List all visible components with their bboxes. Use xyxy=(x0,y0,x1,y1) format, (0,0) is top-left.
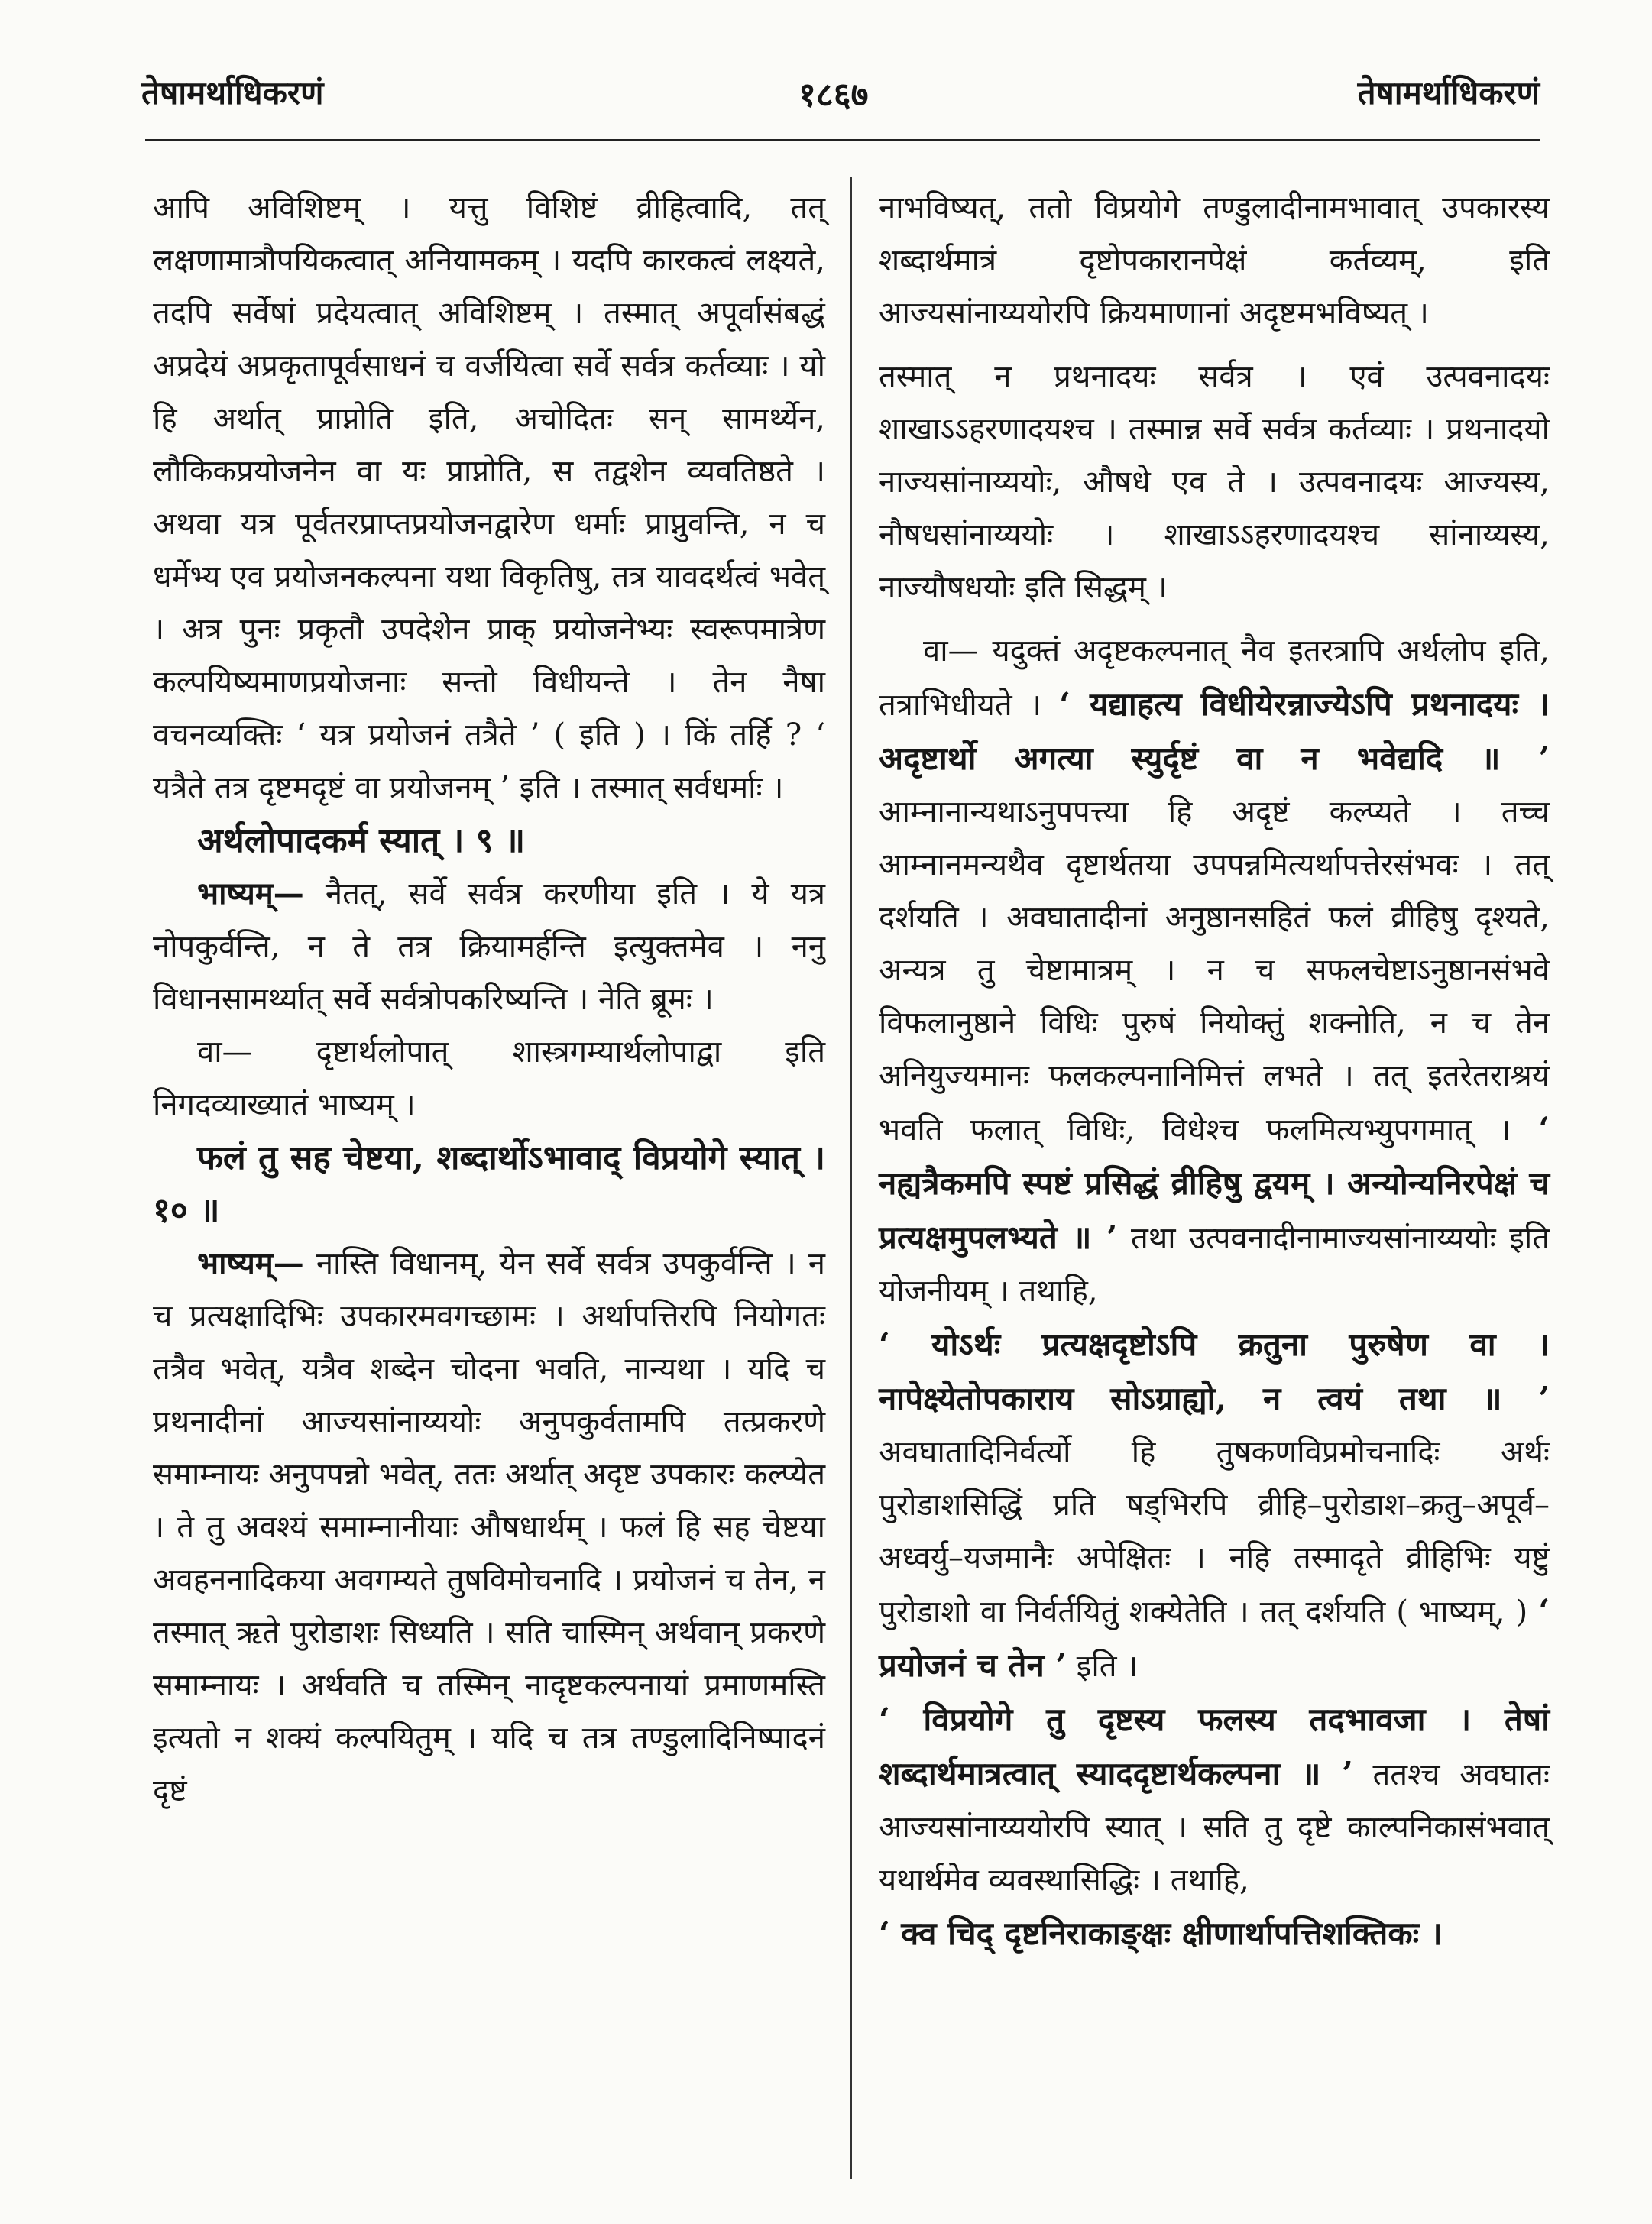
running-title-right: तेषामर्थाधिकरणं xyxy=(1357,74,1540,112)
bhashya-paragraph-2 xyxy=(153,1237,825,1818)
quoted-phrase: ‘ प्रयोजनं च तेन ’ xyxy=(879,1592,1550,1684)
verse-4: ‘ विप्रयोगे तु दृष्टस्य फलस्य तदभावजा । तेषां शब्दार्थमात्रत्वात् स्याददृष्टार्थकल्पना ॥ ’ xyxy=(879,1701,1550,1792)
vartika-paragraph-1 xyxy=(153,1026,825,1131)
left-column xyxy=(153,182,825,1818)
verse-5: ‘ क्व चिद् दृष्टनिराकाङ्क्षः क्षीणार्थापत्तिशक्तिकः । xyxy=(879,1915,1443,1952)
page-number: १८६७ xyxy=(798,76,869,115)
commentary-text: ततश्च अवघातः आज्यसांनाय्ययोरपि स्यात् । सति तु दृष्टे काल्पनिकासंभवात् यथार्थमेव व्यवस्थासिद्धिः । तथाहि, xyxy=(879,1757,1550,1898)
vartika-marker: वा— xyxy=(923,633,979,668)
column-divider xyxy=(850,177,852,2179)
bhashya-marker: भाष्यम्— xyxy=(197,876,304,911)
right-column xyxy=(879,182,1550,1961)
vartika-text: दृष्टार्थलोपात् शास्त्रगम्यार्थलोपाद्वा इति निगदव्याख्यातं भाष्यम् । xyxy=(153,1034,825,1122)
commentary-text: इति । xyxy=(1067,1649,1139,1684)
bhashya-text: नास्ति विधानम्, येन सर्वे सर्वत्र उपकुर्वन्ति । न च प्रत्यक्षादिभिः उपकारमवगच्छामः । अर्थापत्तिरपि नियोगतः तत्रैव भवेत्, यत्रैव शब्देन चोदना भवति, नान्यथा । यदि च प्रथनादीनां आज्यसांनाय्ययोः अनुपकुर्वतामपि तत्प्रकरणे समाम्नायः अनुपपन्नो भवेत्, ततः अर्थात् अदृष्ट उपकारः कल्प्येत । ते तु अवश्यं समाम्नानीयाः औषधार्थम् । फलं हि सह चेष्टया अवहननादिकया अवगम्यते तुषविमोचनादि । प्रयोजनं च तेन, न तस्मात् ऋते पुरोडाशः सिध्यति । सति चास्मिन् अर्थवान् प्रकरणे समाम्नायः । अर्थवति च तस्मिन् नादृष्टकल्पनायां प्रमाणमस्ति इत्यतो न शक्यं कल्पयितुम् । यदि च तत्र तण्डुलादिनिष्पादनं दृष्टं xyxy=(153,1246,825,1808)
verse-2: ‘ नह्यत्रैकमपि स्पष्टं प्रसिद्धं व्रीहिषु द्वयम् । अन्योन्यनिरपेक्षं च प्रत्यक्षमुपलभ्यते ॥ ’ xyxy=(879,1110,1550,1256)
verse-paragraph-3 xyxy=(879,1907,1550,1961)
vartika-marker: वा— xyxy=(197,1034,253,1070)
vartika-text: यदुक्तं अदृष्टकल्पनात् नैव इतरत्रापि अर्थलोप इति, तत्राभिधीयते । xyxy=(879,633,1550,723)
sutra-9: अर्थलोपादकर्म स्यात् । ९ ॥ xyxy=(197,821,526,860)
verse-1: ‘ यद्याहत्य विधीयेरन्नाज्येऽपि प्रथनादयः । अदृष्टार्थो अगत्या स्युर्दृष्टं वा न भवेद्यदि ॥ ’ xyxy=(879,685,1550,777)
commentary-text: तथा उत्पवनादीनामाज्यसांनाय्ययोः इति योजनीयम् । तथाहि, xyxy=(879,1221,1550,1309)
page-header xyxy=(141,70,1540,131)
bhashya-marker: भाष्यम्— xyxy=(197,1245,304,1281)
running-title-left: तेषामर्थाधिकरणं xyxy=(141,74,324,112)
verse-3: ‘ योऽर्थः प्रत्यक्षदृष्टोऽपि क्रतुना पुरुषेण वा । नापेक्ष्येतोपकाराय सोऽग्राह्यो, न त्वयं तथा ॥ ’ xyxy=(879,1326,1550,1417)
header-rule xyxy=(145,139,1540,141)
right-paragraph-1: नाभविष्यत्, ततो विप्रयोगे तण्डुलादीनामभावात् उपकारस्य शब्दार्थमात्रं दृष्टोपकारानपेक्षं कर्तव्यम्, इति आज्यसांनाय्ययोरपि क्रियमाणानां अदृष्टमभविष्यत् । xyxy=(879,190,1550,331)
sutra-10: फलं तु सह चेष्टया, शब्दार्थोऽभावाद् विप्रयोगे स्यात् । १० ॥ xyxy=(153,1138,825,1230)
bhashya-paragraph-1 xyxy=(153,867,825,1026)
vartika-paragraph-2 xyxy=(879,625,1550,1318)
commentary-text: आम्नानान्यथाऽनुपपत्त्या हि अदृष्टं कल्प्यते । तच्च आम्नानमन्यथैव दृष्टार्थतया उपपन्नमित्यर्थापत्तेरसंभवः । तत् दर्शयति । अवघातादीनां अनुष्ठानसहितं फलं व्रीहिषु दृश्यते, अन्यत्र तु चेष्टामात्रम् । न च सफलचेष्टाऽनुष्ठानसंभवे विफलानुष्ठाने विधिः पुरुषं नियोक्तुं शक्नोति, न च तेन अनियुज्यमानः फलकल्पनानिमित्तं लभते । तत् इतरेतराश्रयं भवति फलात् विधिः, विधेश्च फलमित्यभ्युपगमात् । xyxy=(879,795,1550,1148)
verse-paragraph xyxy=(879,1318,1550,1693)
bhashya-text: नैतत्, सर्वे सर्वत्र करणीया इति । ये यत्र नोपकुर्वन्ति, न ते तत्र क्रियामर्हन्ति इत्युक्तमेव । ननु विधानसामर्थ्यात् सर्वे सर्वत्रोपकरिष्यन्ति । नेति ब्रूमः । xyxy=(153,876,825,1017)
right-paragraph-2: तस्मात् न प्रथनादयः सर्वत्र । एवं उत्पवनादयः शाखाऽऽहरणादयश्च । तस्मान्न सर्वे सर्वत्र कर्तव्याः । प्रथनादयो नाज्यसांनाय्ययोः, औषधे एव ते । उत्पवनादयः आज्यस्य, नौषधसांनाय्ययोः । शाखाऽऽहरणादयश्च सांनाय्यस्य, नाज्यौषधयोः इति सिद्धम् । xyxy=(879,359,1550,605)
verse-paragraph-2 xyxy=(879,1693,1550,1907)
left-paragraph-1: आपि अविशिष्टम् । यत्तु विशिष्टं व्रीहित्वादि, तत् लक्षणामात्रौपयिकत्वात् अनियामकम् । यदपि कारकत्वं लक्ष्यते, तदपि सर्वेषां प्रदेयत्वात् अविशिष्टम् । तस्मात् अपूर्वासंबद्धं अप्रदेयं अप्रकृतापूर्वसाधनं च वर्जयित्वा सर्वे सर्वत्र कर्तव्याः । यो हि अर्थात् प्राप्नोति इति, अचोदितः सन् सामर्थ्येन, लौकिकप्रयोजनेन वा यः प्राप्नोति, स तद्वशेन व्यवतिष्ठते । अथवा यत्र पूर्वतरप्राप्तप्रयोजनद्वारेण धर्माः प्राप्नुवन्ति, न च धर्मेभ्य एव प्रयोजनकल्पना यथा विकृतिषु, तत्र यावदर्थत्वं भवेत् । अत्र पुनः प्रकृतौ उपदेशेन प्राक् प्रयोजनेभ्यः स्वरूपमात्रेण कल्पयिष्यमाणप्रयोजनाः सन्तो विधीयन्ते । तेन नैषा वचनव्यक्तिः ‘ यत्र प्रयोजनं तत्रैते ’ ( इति ) । किं तर्हि ? ‘ यत्रैते तत्र दृष्टमदृष्टं वा प्रयोजनम् ’ इति । तस्मात् सर्वधर्माः । xyxy=(153,190,825,805)
commentary-text: अवघातादिनिर्वर्त्यो हि तुषकणविप्रमोचनादिः अर्थः पुरोडाशसिद्धिं प्रति षड्भिरपि व्रीहि–पुरोडाश–क्रतु–अपूर्व–अध्वर्यु–यजमानैः अपेक्षितः । नहि तस्मादृते व्रीहिभिः यष्टुं पुरोडाशो वा निर्वर्तयितुं शक्येतेति । तत् दर्शयति ( भाष्यम्, ) xyxy=(879,1435,1550,1630)
